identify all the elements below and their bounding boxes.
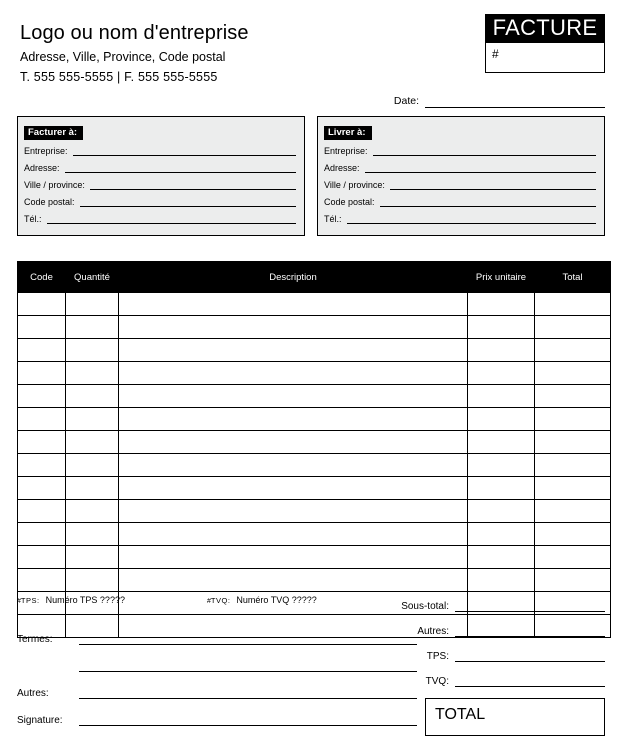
invoice-date-row	[325, 95, 605, 108]
cell-description[interactable]	[119, 454, 468, 477]
bill-to-codepostal-row	[24, 197, 296, 207]
cell-prix-unitaire[interactable]	[468, 500, 535, 523]
footer-fields	[17, 633, 417, 741]
column-header-total: Total	[535, 262, 611, 293]
invoice-date-label: Date:	[393, 95, 419, 107]
cell-description[interactable]	[119, 500, 468, 523]
cell-total[interactable]	[535, 339, 611, 362]
table-row	[18, 316, 611, 339]
cell-code[interactable]	[18, 569, 66, 592]
cell-prix-unitaire[interactable]	[468, 316, 535, 339]
cell-quantite[interactable]	[66, 500, 119, 523]
termes-input-2[interactable]	[79, 660, 417, 672]
cell-total[interactable]	[535, 454, 611, 477]
bill-to-tag: Facturer à:	[24, 126, 83, 140]
tps-tag: TPS:	[20, 596, 40, 605]
cell-code[interactable]	[18, 339, 66, 362]
cell-total[interactable]	[535, 293, 611, 316]
tps-label: TPS:	[426, 651, 449, 662]
cell-description[interactable]	[119, 569, 468, 592]
autres-total-label: Autres:	[417, 626, 449, 637]
ship-to-tel-label: Tél.:	[324, 214, 342, 224]
tvq-input[interactable]	[455, 675, 605, 687]
cell-code[interactable]	[18, 500, 66, 523]
ship-to-entreprise-input[interactable]	[373, 146, 596, 156]
termes-label: Termes:	[17, 634, 53, 645]
ship-to-entreprise-row	[324, 146, 596, 156]
cell-quantite[interactable]	[66, 408, 119, 431]
ship-to-block	[317, 116, 605, 236]
table-row	[18, 339, 611, 362]
cell-quantite[interactable]	[66, 523, 119, 546]
tvq-number	[207, 595, 317, 605]
company-address: Adresse, Ville, Province, Code postal	[20, 50, 226, 64]
line-items-table	[17, 261, 611, 638]
cell-total[interactable]	[535, 408, 611, 431]
tps-hash: #	[17, 598, 21, 605]
cell-total[interactable]	[535, 477, 611, 500]
cell-total[interactable]	[535, 569, 611, 592]
table-row	[18, 293, 611, 316]
cell-quantite[interactable]	[66, 569, 119, 592]
cell-description[interactable]	[119, 431, 468, 454]
cell-prix-unitaire[interactable]	[468, 362, 535, 385]
tvq-tag: TVQ:	[210, 596, 231, 605]
cell-prix-unitaire[interactable]	[468, 523, 535, 546]
company-phone: T. 555 555-5555 | F. 555 555-5555	[20, 70, 218, 84]
cell-prix-unitaire[interactable]	[468, 569, 535, 592]
cell-total[interactable]	[535, 316, 611, 339]
cell-prix-unitaire[interactable]	[468, 339, 535, 362]
cell-prix-unitaire[interactable]	[468, 477, 535, 500]
ship-to-ville-label: Ville / province:	[324, 180, 385, 190]
cell-code[interactable]	[18, 362, 66, 385]
bill-to-tel-input[interactable]	[47, 214, 296, 224]
cell-code[interactable]	[18, 454, 66, 477]
termes-row	[17, 633, 417, 645]
ship-to-tag: Livrer à:	[324, 126, 372, 140]
invoice-date-input[interactable]	[425, 95, 605, 108]
table-row	[18, 454, 611, 477]
cell-description[interactable]	[119, 477, 468, 500]
invoice-title-box	[485, 14, 605, 73]
subtotal-input[interactable]	[455, 600, 605, 612]
tps-number	[17, 595, 207, 605]
cell-description[interactable]	[119, 339, 468, 362]
cell-quantite[interactable]	[66, 362, 119, 385]
table-header-row	[18, 262, 611, 293]
bill-to-ville-row	[24, 180, 296, 190]
subtotal-row	[355, 600, 605, 612]
bill-to-codepostal-input[interactable]	[80, 197, 296, 207]
ship-to-tel-row	[324, 214, 596, 224]
autres-row	[17, 687, 417, 699]
table-row	[18, 477, 611, 500]
bill-to-adresse-label: Adresse:	[24, 163, 60, 173]
column-header-code: Code	[18, 262, 66, 293]
cell-description[interactable]	[119, 385, 468, 408]
table-row	[18, 362, 611, 385]
subtotal-label: Sous-total:	[401, 601, 449, 612]
table-row	[18, 431, 611, 454]
ship-to-tel-input[interactable]	[347, 214, 596, 224]
termes-row-2	[17, 660, 417, 672]
cell-code[interactable]	[18, 316, 66, 339]
table-row	[18, 546, 611, 569]
cell-quantite[interactable]	[66, 339, 119, 362]
bill-to-entreprise-row	[24, 146, 296, 156]
table-row	[18, 500, 611, 523]
cell-quantite[interactable]	[66, 546, 119, 569]
cell-code[interactable]	[18, 523, 66, 546]
bill-to-tel-label: Tél.:	[24, 214, 42, 224]
bill-to-entreprise-label: Entreprise:	[24, 146, 68, 156]
column-header-quantite: Quantité	[66, 262, 119, 293]
cell-description[interactable]	[119, 293, 468, 316]
cell-quantite[interactable]	[66, 316, 119, 339]
ship-to-adresse-label: Adresse:	[324, 163, 360, 173]
tps-value: Numéro TPS ?????	[45, 595, 125, 605]
cell-prix-unitaire[interactable]	[468, 431, 535, 454]
cell-total[interactable]	[535, 500, 611, 523]
cell-code[interactable]	[18, 546, 66, 569]
ship-to-adresse-input[interactable]	[365, 163, 596, 173]
tvq-hash: #	[207, 598, 211, 605]
cell-total[interactable]	[535, 362, 611, 385]
ship-to-ville-input[interactable]	[390, 180, 596, 190]
grand-total-box[interactable]: TOTAL	[425, 698, 605, 736]
ship-to-codepostal-row	[324, 197, 596, 207]
bill-to-ville-input[interactable]	[90, 180, 296, 190]
cell-total[interactable]	[535, 523, 611, 546]
tvq-value: Numéro TVQ ?????	[236, 595, 317, 605]
cell-quantite[interactable]	[66, 477, 119, 500]
cell-prix-unitaire[interactable]	[468, 408, 535, 431]
table-row	[18, 385, 611, 408]
cell-quantite[interactable]	[66, 454, 119, 477]
bill-to-adresse-row	[24, 163, 296, 173]
cell-code[interactable]	[18, 293, 66, 316]
signature-input[interactable]	[79, 714, 417, 726]
tvq-label: TVQ:	[425, 676, 449, 687]
cell-total[interactable]	[535, 385, 611, 408]
bill-to-ville-label: Ville / province:	[24, 180, 85, 190]
cell-description[interactable]	[119, 362, 468, 385]
cell-prix-unitaire[interactable]	[468, 385, 535, 408]
autres-label: Autres:	[17, 688, 49, 699]
cell-code[interactable]	[18, 408, 66, 431]
autres-total-input[interactable]	[455, 625, 605, 637]
termes-input[interactable]	[79, 633, 417, 645]
cell-prix-unitaire[interactable]	[468, 454, 535, 477]
table-row	[18, 569, 611, 592]
ship-to-entreprise-label: Entreprise:	[324, 146, 368, 156]
cell-code[interactable]	[18, 385, 66, 408]
invoice-number-field[interactable]: #	[485, 43, 605, 73]
table-body	[18, 293, 611, 638]
cell-code[interactable]	[18, 431, 66, 454]
column-header-description: Description	[119, 262, 468, 293]
company-header	[20, 22, 460, 85]
bill-to-tel-row	[24, 214, 296, 224]
ship-to-adresse-row	[324, 163, 596, 173]
bill-to-codepostal-label: Code postal:	[24, 197, 75, 207]
autres-input[interactable]	[79, 687, 417, 699]
cell-prix-unitaire[interactable]	[468, 293, 535, 316]
company-name: Logo ou nom d'entreprise	[20, 22, 249, 44]
signature-row	[17, 714, 417, 726]
cell-description[interactable]	[119, 523, 468, 546]
bill-to-adresse-input[interactable]	[65, 163, 296, 173]
cell-description[interactable]	[119, 546, 468, 569]
cell-total[interactable]	[535, 546, 611, 569]
cell-quantite[interactable]	[66, 431, 119, 454]
ship-to-ville-row	[324, 180, 596, 190]
ship-to-codepostal-label: Code postal:	[324, 197, 375, 207]
cell-quantite[interactable]	[66, 385, 119, 408]
bill-to-block	[17, 116, 305, 236]
invoice-title: FACTURE	[485, 14, 605, 43]
table-row	[18, 408, 611, 431]
cell-description[interactable]	[119, 408, 468, 431]
bill-to-entreprise-input[interactable]	[73, 146, 296, 156]
cell-code[interactable]	[18, 477, 66, 500]
ship-to-codepostal-input[interactable]	[380, 197, 596, 207]
cell-quantite[interactable]	[66, 293, 119, 316]
table-row	[18, 523, 611, 546]
cell-description[interactable]	[119, 316, 468, 339]
signature-label: Signature:	[17, 715, 63, 726]
column-header-prix-unitaire: Prix unitaire	[468, 262, 535, 293]
cell-prix-unitaire[interactable]	[468, 546, 535, 569]
tps-input[interactable]	[455, 650, 605, 662]
cell-total[interactable]	[535, 431, 611, 454]
